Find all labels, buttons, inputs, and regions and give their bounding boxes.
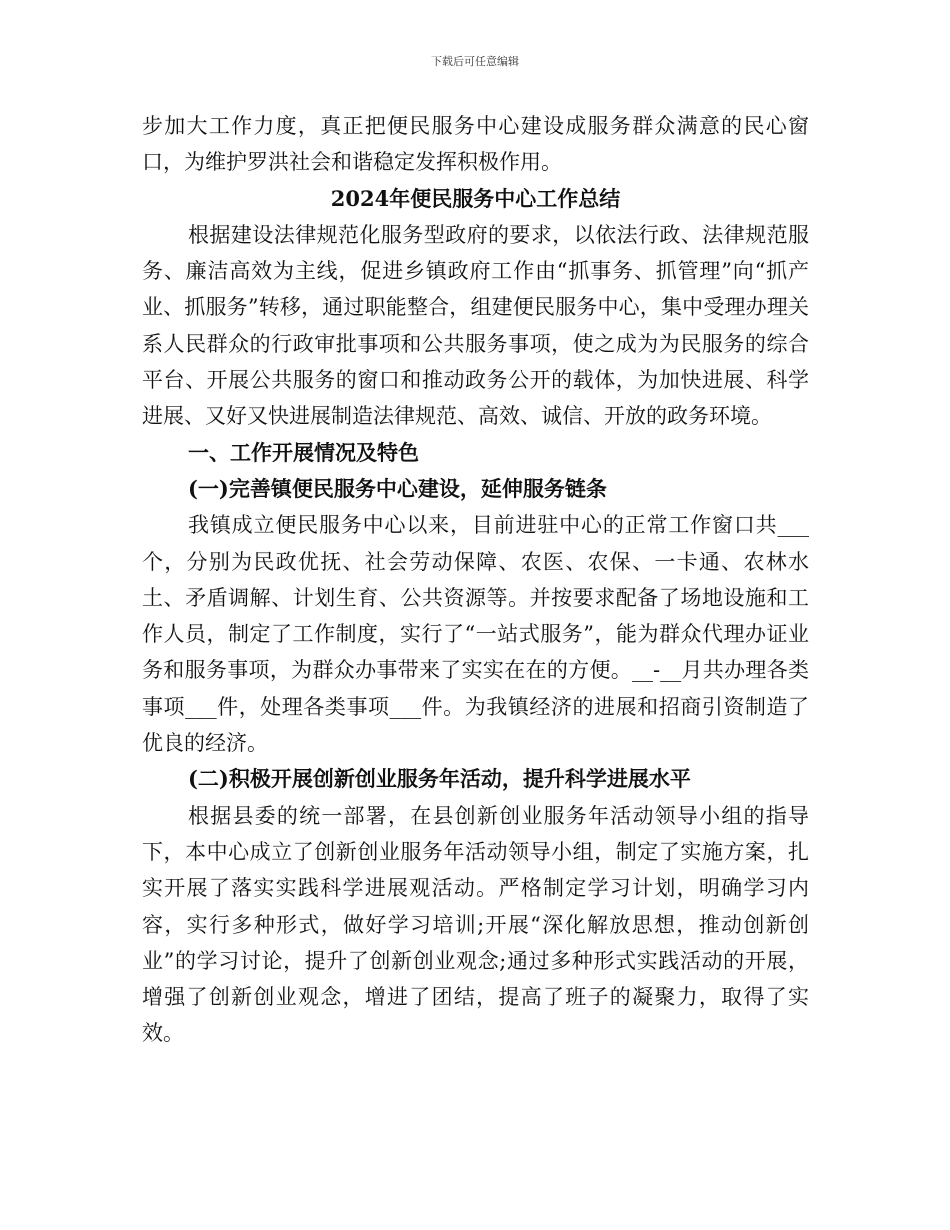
paragraph-innovation: 根据县委的统一部署，在县创新创业服务年活动领导小组的指导下，本中心成立了创新创业服务年活动领导小组，制定了实施方案，扎实开展了落实实践科学进展观活动。严格制定学习计划，明确学习内容，实行多种形式，做好学习培训;开展“深化解放思想，推动创新创业”的学习讨论，提升了创新创业观念;通过多种形式实践活动的开展，增强了创新创业观念，增进了团结，提高了班子的凝聚力，取得了实效。 bbox=[142, 803, 809, 1046]
section-heading-1: 一、工作开展情况及特色 bbox=[188, 439, 419, 465]
paragraph-service-center: 我镇成立便民服务中心以来，目前进驻中心的正常工作窗口共___个，分别为民政优抚、社会劳动保障、农医、农保、一卡通、农林水土、矛盾调解、计划生育、公共资源等。并按要求配备了场地设施和工作人员，制定了工作制度，实行了“一站式服务”，能为群众代理办证业务和服务事项，为群众办事带来了实实在在的方便。__-__月共办理各类事项___件，处理各类事项___件。为我镇经济的进展和招商引资制造了优良的经济。 bbox=[142, 513, 809, 756]
paragraph-intro: 根据建设法律规范化服务型政府的要求，以依法行政、法律规范服务、廉洁高效为主线，促进乡镇政府工作由“抓事务、抓管理”向“抓产业、抓服务”转移，通过职能整合，组建便民服务中心，集中受理办理关系人民群众的行政审批事项和公共服务事项，使之成为为民服务的综合平台、开展公共服务的窗口和推动政务公开的载体，为加快进展、科学进展、又好又快进展制造法律规范、高效、诚信、开放的政务环境。 bbox=[142, 222, 809, 429]
paragraph-continuation: 步加大工作力度，真正把便民服务中心建设成服务群众满意的民心窗口，为维护罗洪社会和谐稳定发挥积极作用。 bbox=[142, 114, 809, 175]
document-body bbox=[142, 108, 809, 1052]
subsection-heading-1: (一)完善镇便民服务中心建设，延伸服务链条 bbox=[188, 475, 607, 501]
subsection-heading-2: (二)积极开展创新创业服务年活动，提升科学进展水平 bbox=[188, 766, 691, 792]
document-title: 2024年便民服务中心工作总结 bbox=[330, 185, 621, 211]
page-header-note: 下载后可任意编辑 bbox=[431, 55, 519, 68]
